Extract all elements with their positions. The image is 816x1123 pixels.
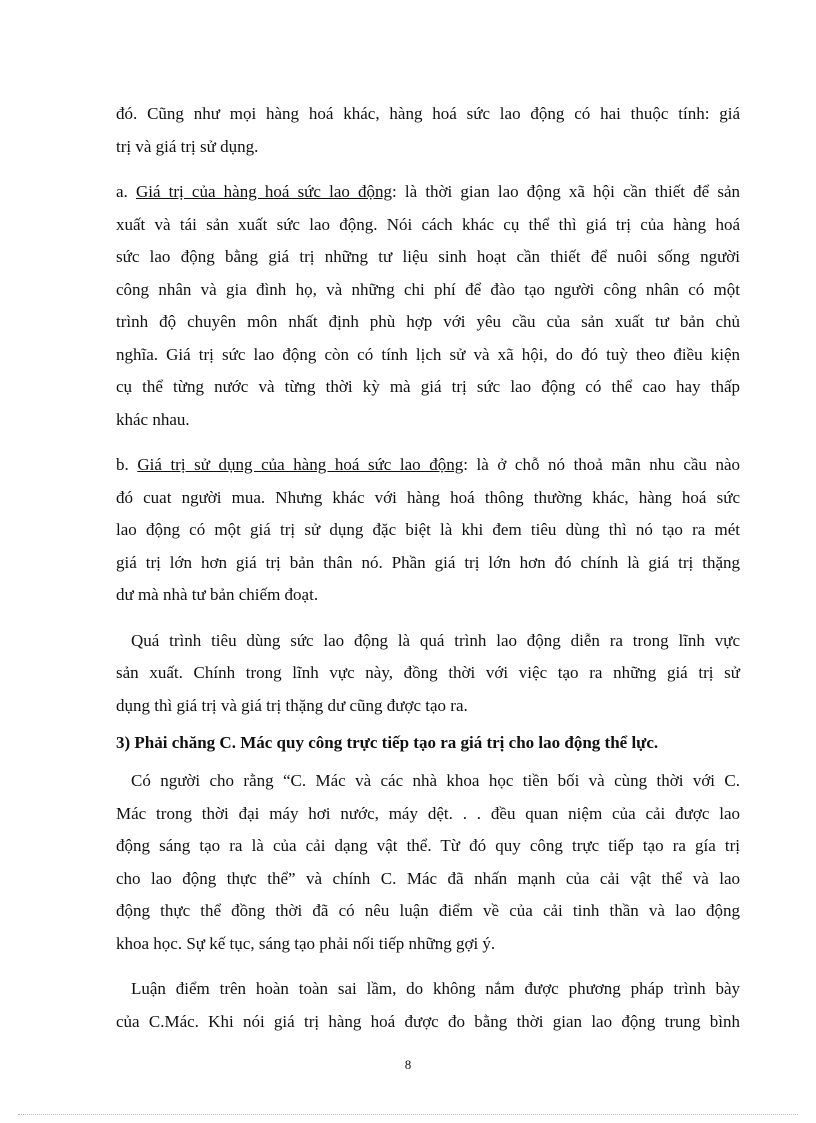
- text-line: khác nhau.: [116, 409, 190, 429]
- text-line: xuất và tái sản xuất sức lao động. Nói cách khác cụ thể thì giá trị của hàng hoá: [116, 214, 740, 234]
- text-line: công nhân và gia đình họ, và những chi phí để đào tạo người công nhân có một: [116, 279, 740, 299]
- text-line: động sáng tạo ra là của cải dạng vật thể. Từ đó quy công trực tiếp tạo ra gía trị: [116, 836, 740, 855]
- text-line: Mác trong thời đại máy hơi nước, máy dệt. . . đều quan niệm của cải được lao: [116, 803, 740, 823]
- term-use-value: Giá trị sử dụng của hàng hoá sức lao động: [137, 455, 464, 474]
- paragraph-intro: [116, 98, 740, 163]
- paragraph-opinion: [116, 765, 740, 960]
- text-line: [116, 176, 740, 209]
- text-line: nghĩa. Giá trị sức lao động còn có tính lịch sử và xã hội, do đó tuỳ theo điều kiện: [116, 344, 740, 364]
- text-line: động thực thể đồng thời đã có nêu luận điểm về của cải tinh thần và lao động: [116, 901, 740, 920]
- text-line: giá trị lớn hơn giá trị bản thân nó. Phần giá trị lớn hơn đó chính là giá trị thặng: [116, 552, 740, 572]
- text-segment: : là thời gian lao động xã hội cần thiết để sản: [392, 182, 740, 201]
- text-line: cho lao động thực thể” và chính C. Mác đã nhấn mạnh của cải vật thể và lao: [116, 868, 740, 888]
- text-line: sản xuất. Chính trong lĩnh vực này, đồng thời với việc tạo ra những giá trị sử: [116, 663, 740, 682]
- text-line: đó. Cũng như mọi hàng hoá khác, hàng hoá sức lao động có hai thuộc tính: giá: [116, 104, 740, 123]
- text-line: dư mà nhà tư bản chiếm đoạt.: [116, 585, 319, 604]
- text-line: sức lao động bằng giá trị những tư liệu sinh hoạt cần thiết để nuôi sống người: [116, 247, 740, 266]
- text-line: Quá trình tiêu dùng sức lao động là quá trình lao động diễn ra trong lĩnh vực: [131, 630, 740, 650]
- page-number: 8: [404, 1057, 412, 1072]
- paragraph-labor-value: [116, 176, 740, 436]
- text-line: trị và giá trị sử dụng.: [116, 136, 259, 156]
- text-line: dụng thì giá trị và giá trị thặng dư cũng được tạo ra.: [116, 695, 468, 715]
- text-line: của C.Mác. Khi nói giá trị hàng hoá được đo bằng thời gian lao động trung bình: [116, 1011, 740, 1031]
- text-line: cụ thể từng nước và từng thời kỳ mà giá trị sức lao động có thể cao hay thấp: [116, 377, 740, 396]
- text-line: lao động có một giá trị sử dụng đặc biệt là khi đem tiêu dùng thì nó tạo ra mét: [116, 520, 740, 539]
- page-bottom-divider: [18, 1114, 798, 1115]
- item-prefix: b.: [116, 455, 138, 474]
- text-line: trình độ chuyên môn nhất định phù hợp với yêu cầu của sản xuất tư bản chủ: [116, 312, 740, 331]
- document-body: [116, 98, 740, 1038]
- text-line: Luận điểm trên hoàn toàn sai lầm, do không nắm được phương pháp trình bày: [131, 979, 740, 998]
- paragraph-rebuttal: [116, 973, 740, 1038]
- text-line: đó cuat người mua. Nhưng khác với hàng hoá thông thường khác, hàng hoá sức: [116, 487, 740, 507]
- item-prefix: a.: [116, 182, 136, 201]
- text-line: [116, 449, 740, 482]
- section-heading: 3) Phải chăng C. Mác quy công trực tiếp tạo ra giá trị cho lao động thể lực.: [116, 733, 659, 752]
- text-segment: : là ở chỗ nó thoả mãn nhu cầu nào: [463, 455, 741, 474]
- text-line: Có người cho rằng “C. Mác và các nhà khoa học tiền bối và cùng thời với C.: [131, 771, 740, 790]
- paragraph-consumption: [116, 625, 740, 723]
- text-line: khoa học. Sự kế tục, sáng tạo phải nối tiếp những gợi ý.: [116, 933, 496, 953]
- paragraph-use-value: [116, 449, 740, 612]
- term-labor-value: Giá trị của hàng hoá sức lao động: [135, 182, 393, 201]
